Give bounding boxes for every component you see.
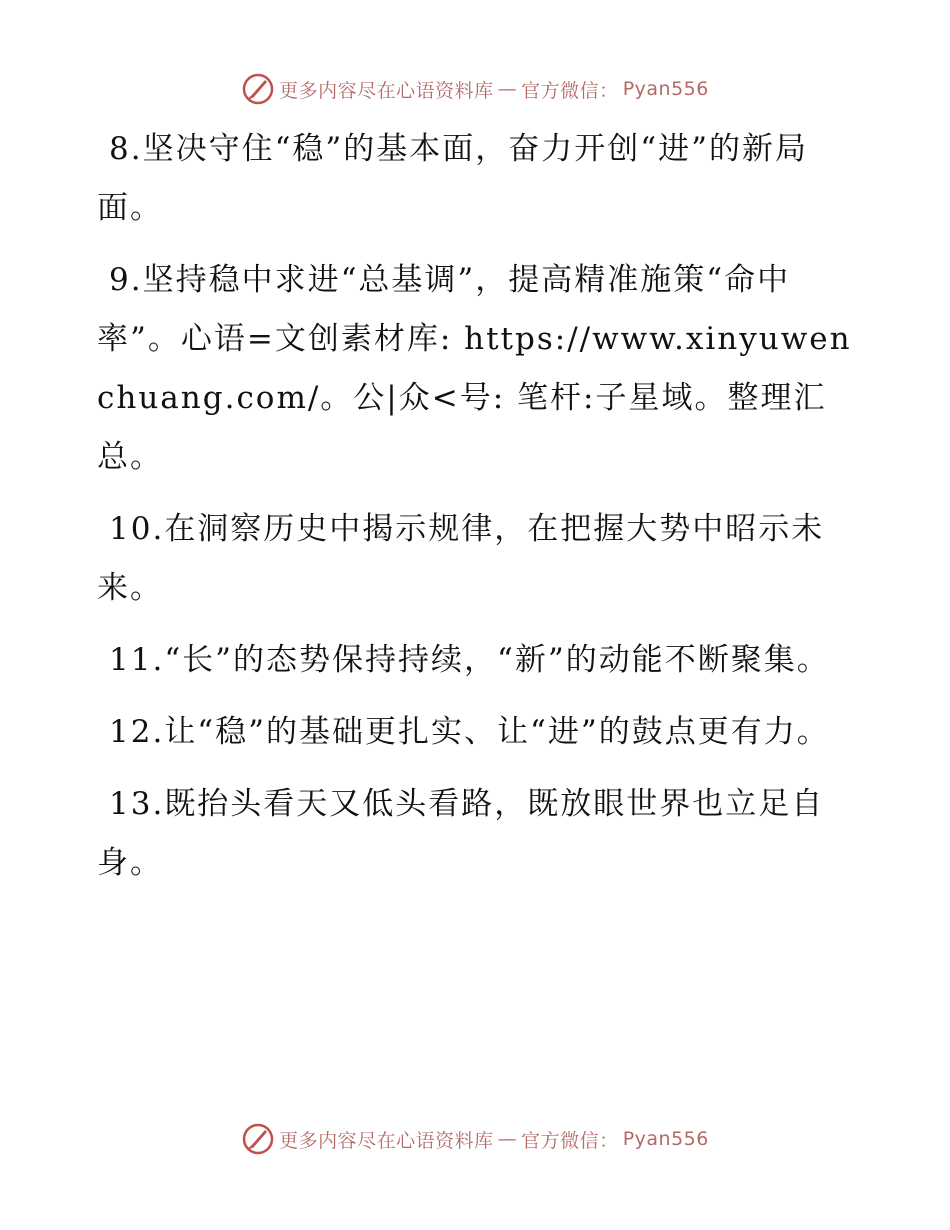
watermark-main-text: 更多内容尽在心语资料库 <box>279 1129 494 1152</box>
list-item <box>97 703 857 762</box>
watermark-separator: — <box>497 78 518 100</box>
quill-circle-icon <box>241 72 275 106</box>
item-number: 8. <box>109 131 143 167</box>
list-item <box>97 120 857 238</box>
list-item <box>97 500 857 618</box>
item-text: 既抬头看天又低头看路，既放眼世界也立足自身。 <box>97 786 825 881</box>
quill-circle-icon <box>241 1122 275 1156</box>
footer-watermark <box>0 1122 950 1156</box>
item-text: 坚决守住“稳”的基本面，奋力开创“进”的新局面。 <box>97 131 808 226</box>
list-item <box>97 251 857 487</box>
watermark-sub-text: 官方微信： <box>521 79 619 102</box>
item-text: “长”的态势保持持续，“新”的动能不断聚集。 <box>164 642 830 678</box>
list-item <box>97 631 857 690</box>
item-number: 13. <box>109 786 165 822</box>
document-body <box>97 120 857 906</box>
watermark-main-text: 更多内容尽在心语资料库 <box>279 79 494 102</box>
item-text: 在洞察历史中揭示规律，在把握大势中昭示未来。 <box>97 511 825 606</box>
item-text: 让“稳”的基础更扎实、让“进”的鼓点更有力。 <box>164 714 830 750</box>
watermark-wechat-id: Pyan556 <box>622 1128 709 1150</box>
item-text: 坚持稳中求进“总基调”，提高精准施策“命中率”。心语=文创素材库: https://www.xinyuwenchuang.com/。公|众<号: 笔杆:子星域。整理汇总。 <box>97 262 852 475</box>
header-watermark <box>0 72 950 106</box>
item-number: 10. <box>109 511 165 547</box>
watermark-sub-text: 官方微信： <box>521 1129 619 1152</box>
watermark-separator: — <box>497 1128 518 1150</box>
list-item <box>97 775 857 893</box>
item-number: 12. <box>109 714 165 750</box>
watermark-wechat-id: Pyan556 <box>622 78 709 100</box>
item-number: 11. <box>109 642 165 678</box>
item-number: 9. <box>109 262 143 298</box>
